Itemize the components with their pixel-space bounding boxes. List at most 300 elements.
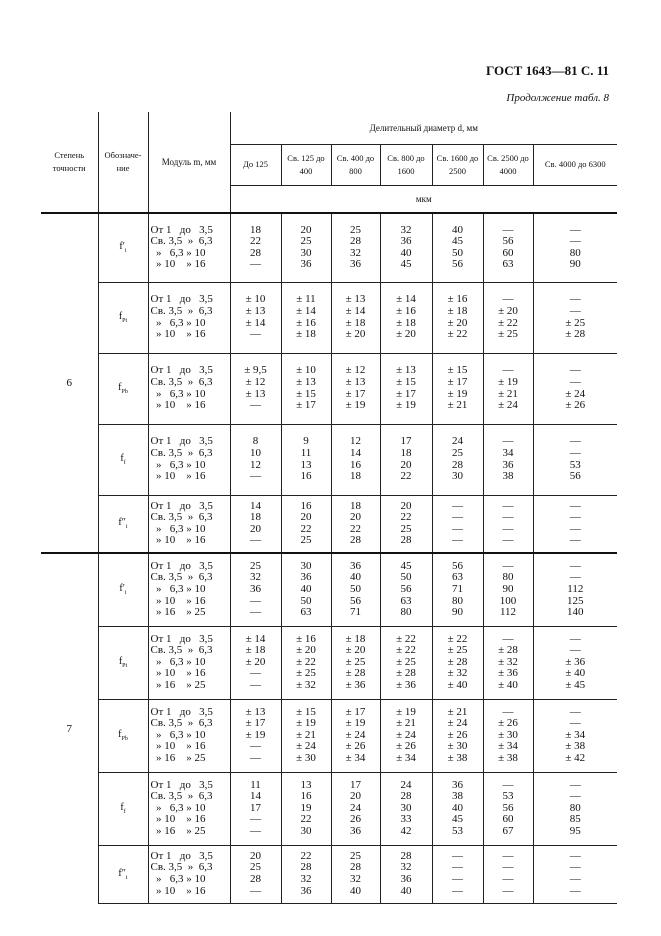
tolerance-value: 40 xyxy=(350,884,361,897)
module-range xyxy=(148,699,230,772)
tolerance-value: 40 xyxy=(400,884,412,897)
tolerance-value: ± 32 xyxy=(447,667,468,680)
tolerance-value: ± 36 xyxy=(396,678,416,691)
tolerance-value: 28 xyxy=(250,873,261,885)
tolerance-value: — xyxy=(452,499,463,512)
tolerance-value: 17 xyxy=(250,801,261,814)
tolerance-value: — xyxy=(250,824,261,837)
tolerance-value: 20 xyxy=(350,511,361,524)
tolerance-value: — xyxy=(502,435,514,448)
tolerance-value: 90 xyxy=(452,606,463,619)
tolerance-value: ± 42 xyxy=(565,751,586,764)
tolerance-value: ± 24 xyxy=(498,399,518,412)
tolerance-value: ± 18 xyxy=(296,328,316,341)
tolerance-value: ± 12 xyxy=(345,364,366,377)
tolerance-values xyxy=(533,845,617,903)
tolerance-values xyxy=(230,553,281,626)
tolerance-value: 45 xyxy=(452,235,463,248)
tolerance-values xyxy=(331,213,380,282)
tolerance-value: 53 xyxy=(452,824,463,837)
tolerance-value: ± 13 xyxy=(245,304,266,317)
tolerance-value: ± 18 xyxy=(396,316,416,329)
tolerance-value: 17 xyxy=(400,435,412,448)
header-diameter-range: Св. 800 до 1600 xyxy=(380,144,432,185)
module-range-line: » 6,3 » 10 xyxy=(150,387,206,400)
tolerance-values xyxy=(331,495,380,553)
tolerance-value: ± 30 xyxy=(296,751,316,764)
header-designation: Обозначе-ние xyxy=(98,112,148,213)
tolerance-value: ± 22 xyxy=(296,655,316,668)
module-range-line: От 1 до 3,5 xyxy=(150,705,213,718)
tolerance-value: ± 17 xyxy=(245,717,266,730)
tolerance-value: — xyxy=(452,861,463,874)
tolerance-value: — xyxy=(569,293,581,306)
tolerance-value: 56 xyxy=(569,470,581,483)
tolerance-values xyxy=(483,353,533,424)
tolerance-value: 30 xyxy=(300,559,312,572)
tolerance-value: 24 xyxy=(400,778,412,791)
module-range-line: » 10 » 16 xyxy=(150,258,206,271)
tolerance-value: 25 xyxy=(452,446,463,459)
tolerance-value: 16 xyxy=(300,790,312,803)
tolerance-values xyxy=(533,424,617,495)
designation xyxy=(98,495,148,553)
tolerance-values xyxy=(380,424,432,495)
tolerance-value: 11 xyxy=(300,446,312,459)
tolerance-value: 36 xyxy=(350,258,361,271)
tolerance-value: — xyxy=(250,884,261,897)
module-range-line: » 10 » 16 xyxy=(150,667,206,680)
module-range-line: » 10 » 16 xyxy=(150,813,206,826)
tolerance-value: 60 xyxy=(502,813,514,826)
tolerance-value: ± 34 xyxy=(498,740,518,753)
tolerance-value: ± 21 xyxy=(296,728,316,741)
designation-subscript: Pb xyxy=(121,389,128,395)
header-diameter-range: До 125 xyxy=(230,144,281,185)
tolerance-value: — xyxy=(569,559,581,572)
tolerance-values xyxy=(432,845,483,903)
module-range xyxy=(148,845,230,903)
tolerance-value: — xyxy=(569,223,581,236)
header-diameter-range: Св. 1600 до 2500 xyxy=(432,144,483,185)
tolerance-value: — xyxy=(569,790,581,803)
tolerance-value: ± 19 xyxy=(296,717,316,730)
tolerance-value: 85 xyxy=(569,813,581,826)
tolerance-value: — xyxy=(569,861,581,874)
tolerance-value: ± 20 xyxy=(245,655,266,668)
tolerance-values xyxy=(331,553,380,626)
tolerance-values xyxy=(230,626,281,699)
tolerance-values xyxy=(331,772,380,845)
tolerance-value: ± 19 xyxy=(447,387,468,400)
tolerance-values xyxy=(281,626,331,699)
tolerance-values xyxy=(380,213,432,282)
tolerance-value: 38 xyxy=(502,470,514,483)
tolerance-value: ± 15 xyxy=(296,705,316,718)
tolerance-value: 95 xyxy=(569,824,581,837)
tolerance-value: — xyxy=(502,873,514,885)
tolerance-value: 18 xyxy=(350,499,361,512)
tolerance-values xyxy=(533,353,617,424)
tolerance-value: ± 25 xyxy=(345,655,366,668)
tolerance-value: 30 xyxy=(300,246,312,259)
designation-symbol: f″ xyxy=(118,517,126,529)
tolerance-value: 25 xyxy=(350,223,361,236)
header-degree: Степень точности xyxy=(41,112,98,213)
tolerance-value: — xyxy=(502,293,514,306)
tolerance-value: — xyxy=(250,470,261,483)
tolerance-value: 16 xyxy=(350,458,361,471)
tolerance-values xyxy=(281,553,331,626)
tolerance-value: ± 25 xyxy=(498,328,518,341)
tolerance-value: 30 xyxy=(300,824,312,837)
module-range-line: От 1 до 3,5 xyxy=(150,435,213,448)
designation-subscript: Pb xyxy=(121,736,128,742)
tolerance-value: 24 xyxy=(452,435,463,448)
designation xyxy=(98,626,148,699)
tolerance-value: 36 xyxy=(300,884,312,897)
tolerance-value: 36 xyxy=(250,582,261,595)
tolerance-value: ± 28 xyxy=(345,667,366,680)
designation xyxy=(98,353,148,424)
module-range-line: » 6,3 » 10 xyxy=(150,522,206,535)
tolerance-values xyxy=(483,282,533,353)
tolerance-values xyxy=(281,353,331,424)
tolerance-value: 56 xyxy=(452,258,463,271)
tolerance-values xyxy=(380,845,432,903)
tolerance-value: 80 xyxy=(569,246,581,259)
tolerance-value: ± 12 xyxy=(245,375,266,388)
header-diameter-range: Св. 400 до 800 xyxy=(331,144,380,185)
tolerance-value: 25 xyxy=(300,235,312,248)
tolerance-value: ± 17 xyxy=(296,399,316,412)
tolerance-value: ± 25 xyxy=(565,316,586,329)
tolerance-value: ± 32 xyxy=(296,678,316,691)
tolerance-value: ± 20 xyxy=(498,304,518,317)
tolerance-value: 50 xyxy=(350,582,361,595)
tolerance-values xyxy=(533,495,617,553)
module-range-line: Св. 3,5 » 6,3 xyxy=(150,511,213,524)
tolerance-value: ± 45 xyxy=(565,678,586,691)
tolerance-value: — xyxy=(502,778,514,791)
tolerance-value: 9 xyxy=(303,435,309,448)
tolerance-value: — xyxy=(250,328,261,341)
tolerance-value: ± 25 xyxy=(296,667,316,680)
tolerance-value: 45 xyxy=(452,813,463,826)
tolerance-value: — xyxy=(502,849,514,862)
tolerance-value: 45 xyxy=(400,559,412,572)
tolerance-value: 71 xyxy=(452,582,463,595)
tolerance-value: 22 xyxy=(250,235,261,248)
tolerance-value: ± 14 xyxy=(345,304,366,317)
tolerance-value: 12 xyxy=(250,458,261,471)
tolerance-value: 28 xyxy=(250,246,261,259)
tolerance-value: ± 17 xyxy=(345,705,366,718)
tolerance-value: — xyxy=(502,861,514,874)
tolerance-value: 36 xyxy=(350,559,361,572)
tolerance-value: — xyxy=(250,678,261,691)
tolerance-value: — xyxy=(569,778,581,791)
tolerance-value: ± 38 xyxy=(565,740,586,753)
tolerance-value: 20 xyxy=(250,849,261,862)
tolerance-value: ± 13 xyxy=(296,375,316,388)
tolerance-value: — xyxy=(250,813,261,826)
tolerance-value: 14 xyxy=(250,499,261,512)
tolerance-value: ± 16 xyxy=(447,293,468,306)
tolerance-value: ± 24 xyxy=(345,728,366,741)
tolerance-values xyxy=(432,213,483,282)
tolerance-value: — xyxy=(569,571,581,584)
tolerance-value: ± 14 xyxy=(296,304,316,317)
tolerance-value: ± 26 xyxy=(447,728,468,741)
tolerance-value: ± 24 xyxy=(447,717,468,730)
tolerance-value: ± 26 xyxy=(345,740,366,753)
module-range xyxy=(148,553,230,626)
tolerance-value: 25 xyxy=(250,559,261,572)
tolerance-value: 22 xyxy=(400,470,412,483)
tolerance-value: — xyxy=(250,399,261,412)
tolerance-value: ± 36 xyxy=(345,678,366,691)
header-module: Модуль m, мм xyxy=(148,112,230,213)
tolerance-value: 24 xyxy=(350,801,361,814)
tolerance-value: ± 22 xyxy=(396,644,416,657)
tolerance-value: ± 36 xyxy=(565,655,586,668)
tolerance-value: ± 34 xyxy=(345,751,366,764)
tolerance-values xyxy=(483,213,533,282)
tolerance-value: ± 18 xyxy=(245,644,266,657)
tolerance-value: — xyxy=(569,632,581,645)
tolerance-value: ± 40 xyxy=(447,678,468,691)
module-range-line: » 10 » 16 xyxy=(150,594,206,607)
module-range-line: Св. 3,5 » 6,3 xyxy=(150,717,213,730)
tolerance-value: ± 10 xyxy=(245,293,266,306)
tolerance-value: — xyxy=(502,511,514,524)
tolerance-value: 36 xyxy=(300,258,312,271)
designation-symbol: f xyxy=(118,656,123,667)
tolerance-value: 11 xyxy=(250,778,261,791)
tolerance-value: 32 xyxy=(400,861,412,874)
module-range-line: » 10 » 16 xyxy=(150,470,206,483)
tolerance-value: 30 xyxy=(400,801,412,814)
module-range-line: Св. 3,5 » 6,3 xyxy=(150,571,213,584)
tolerance-value: ± 36 xyxy=(498,667,518,680)
tolerance-value: 40 xyxy=(300,582,312,595)
tolerance-value: 28 xyxy=(350,534,361,547)
tolerance-value: ± 15 xyxy=(447,364,468,377)
tolerance-value: ± 16 xyxy=(296,632,316,645)
tolerance-value: 14 xyxy=(250,790,261,803)
tolerance-value: ± 19 xyxy=(396,399,416,412)
tolerance-value: 30 xyxy=(452,470,463,483)
tolerance-value: 100 xyxy=(499,594,517,607)
tolerance-value: 56 xyxy=(400,582,412,595)
tolerance-values xyxy=(483,699,533,772)
tolerance-value: ± 24 xyxy=(565,387,586,400)
tolerance-values xyxy=(483,553,533,626)
tolerance-value: 40 xyxy=(350,571,361,584)
tolerance-value: 17 xyxy=(350,778,361,791)
designation-symbol: f′ xyxy=(119,241,125,253)
tolerance-value: 8 xyxy=(252,435,259,448)
tolerance-value: 14 xyxy=(350,446,361,459)
tolerance-value: ± 13 xyxy=(345,375,366,388)
tolerance-value: ± 28 xyxy=(396,667,416,680)
tolerance-value: 36 xyxy=(452,778,463,791)
module-range-line: » 6,3 » 10 xyxy=(150,728,206,741)
tolerance-value: — xyxy=(502,534,514,547)
tolerance-value: ± 34 xyxy=(565,728,586,741)
module-range-line: » 10 » 16 xyxy=(150,534,206,547)
tolerance-values xyxy=(432,353,483,424)
tolerance-value: — xyxy=(569,235,581,248)
module-range xyxy=(148,282,230,353)
tolerance-values xyxy=(230,845,281,903)
tolerance-value: 56 xyxy=(350,594,361,607)
designation-subscript: f xyxy=(123,809,126,815)
tolerance-values xyxy=(380,772,432,845)
designation-subscript: i xyxy=(124,590,127,597)
tolerance-value: 32 xyxy=(400,223,412,236)
tolerance-values xyxy=(380,626,432,699)
tolerance-values xyxy=(281,845,331,903)
tolerance-value: 28 xyxy=(400,790,412,803)
module-range-line: » 16 » 25 xyxy=(150,606,206,619)
tolerance-value: 53 xyxy=(502,790,514,803)
module-range-line: От 1 до 3,5 xyxy=(150,849,213,862)
designation-symbol: f xyxy=(120,453,124,464)
tolerance-value: — xyxy=(569,849,581,862)
tolerance-value: — xyxy=(250,258,261,271)
tolerance-values xyxy=(380,353,432,424)
tolerance-values xyxy=(533,772,617,845)
tolerance-value: ± 25 xyxy=(447,644,468,657)
tolerance-value: ± 19 xyxy=(396,705,416,718)
tolerance-value: — xyxy=(452,522,463,535)
tolerance-value: ± 18 xyxy=(345,316,366,329)
tolerance-value: 63 xyxy=(400,594,412,607)
tolerance-value: — xyxy=(569,304,581,317)
tolerance-value: ± 40 xyxy=(565,667,586,680)
tolerance-value: ± 14 xyxy=(396,293,416,306)
tolerance-value: — xyxy=(502,884,514,897)
tolerance-value: ± 19 xyxy=(345,399,366,412)
tolerance-values xyxy=(331,282,380,353)
page-header: ГОСТ 1643—81 С. 11 xyxy=(486,63,609,78)
tolerance-value: 36 xyxy=(400,873,412,885)
designation xyxy=(98,772,148,845)
tolerance-values xyxy=(432,553,483,626)
tolerance-value: — xyxy=(502,522,514,535)
table-continuation-label: Продолжение табл. 8 xyxy=(506,92,609,104)
tolerance-value: — xyxy=(250,751,261,764)
tolerance-values xyxy=(533,699,617,772)
module-range xyxy=(148,495,230,553)
tolerance-value: 80 xyxy=(502,571,514,584)
accuracy-degree: 7 xyxy=(41,553,98,903)
tolerance-value: — xyxy=(569,446,581,459)
tolerance-values xyxy=(432,495,483,553)
tolerance-values xyxy=(331,353,380,424)
tolerance-values xyxy=(281,424,331,495)
tolerance-value: 20 xyxy=(300,511,312,524)
tolerance-values xyxy=(533,553,617,626)
tolerance-values xyxy=(380,495,432,553)
tolerance-value: 28 xyxy=(350,861,361,874)
module-range-line: От 1 до 3,5 xyxy=(150,293,213,306)
tolerance-value: — xyxy=(569,511,581,524)
tolerance-value: 28 xyxy=(300,861,312,874)
tolerance-value: ± 22 xyxy=(498,316,518,329)
tolerance-value: 25 xyxy=(250,861,261,874)
tolerance-value: 36 xyxy=(350,824,361,837)
tolerance-value: 20 xyxy=(400,458,412,471)
module-range xyxy=(148,353,230,424)
tolerance-value: — xyxy=(569,435,581,448)
module-range-line: Св. 3,5 » 6,3 xyxy=(150,235,213,248)
module-range-line: » 6,3 » 10 xyxy=(150,655,206,668)
tolerance-value: 18 xyxy=(250,223,261,236)
module-range-line: Св. 3,5 » 6,3 xyxy=(150,644,213,657)
tolerance-value: 140 xyxy=(567,606,584,619)
tolerance-value: 28 xyxy=(400,849,412,862)
tolerance-value: 40 xyxy=(452,801,463,814)
tolerance-value: ± 32 xyxy=(498,655,518,668)
tolerance-value: ± 17 xyxy=(345,387,366,400)
designation-symbol: f xyxy=(118,311,123,322)
designation xyxy=(98,845,148,903)
tolerance-value: ± 19 xyxy=(345,717,366,730)
tolerance-value: 56 xyxy=(502,801,514,814)
tolerance-value: 71 xyxy=(350,606,361,619)
module-range-line: От 1 до 3,5 xyxy=(150,364,213,377)
tolerance-value: 63 xyxy=(502,258,514,271)
tolerance-value: ± 24 xyxy=(396,728,416,741)
tolerance-value: ± 28 xyxy=(447,655,468,668)
module-range-line: От 1 до 3,5 xyxy=(150,499,213,512)
tolerance-value: 125 xyxy=(567,594,584,607)
tolerance-value: ± 24 xyxy=(296,740,316,753)
tolerance-value: 16 xyxy=(300,470,312,483)
tolerance-values xyxy=(331,626,380,699)
tolerance-values xyxy=(281,495,331,553)
tolerance-value: ± 20 xyxy=(345,328,366,341)
tolerance-value: 33 xyxy=(400,813,412,826)
module-range-line: » 6,3 » 10 xyxy=(150,246,206,259)
header-unit: мкм xyxy=(230,185,617,213)
tolerance-value: ± 26 xyxy=(396,740,416,753)
designation-subscript: i xyxy=(125,874,128,881)
tolerance-value: 60 xyxy=(502,246,514,259)
tolerance-value: 25 xyxy=(400,522,412,535)
tolerance-value: 12 xyxy=(350,435,361,448)
tolerance-value: 22 xyxy=(350,522,361,535)
tolerance-value: ± 18 xyxy=(447,304,468,317)
tolerance-value: ± 13 xyxy=(345,293,366,306)
tolerance-value: — xyxy=(452,849,463,862)
tolerance-value: 50 xyxy=(400,571,412,584)
tolerance-value: 25 xyxy=(300,534,312,547)
module-range xyxy=(148,213,230,282)
tolerance-value: ± 30 xyxy=(447,740,468,753)
tolerance-values xyxy=(432,626,483,699)
tolerance-value: ± 19 xyxy=(498,375,518,388)
tolerance-value: — xyxy=(502,705,514,718)
module-range-line: Св. 3,5 » 6,3 xyxy=(150,790,213,803)
designation xyxy=(98,699,148,772)
tolerance-value: 80 xyxy=(452,594,463,607)
tolerance-values xyxy=(533,282,617,353)
tolerance-values xyxy=(331,699,380,772)
